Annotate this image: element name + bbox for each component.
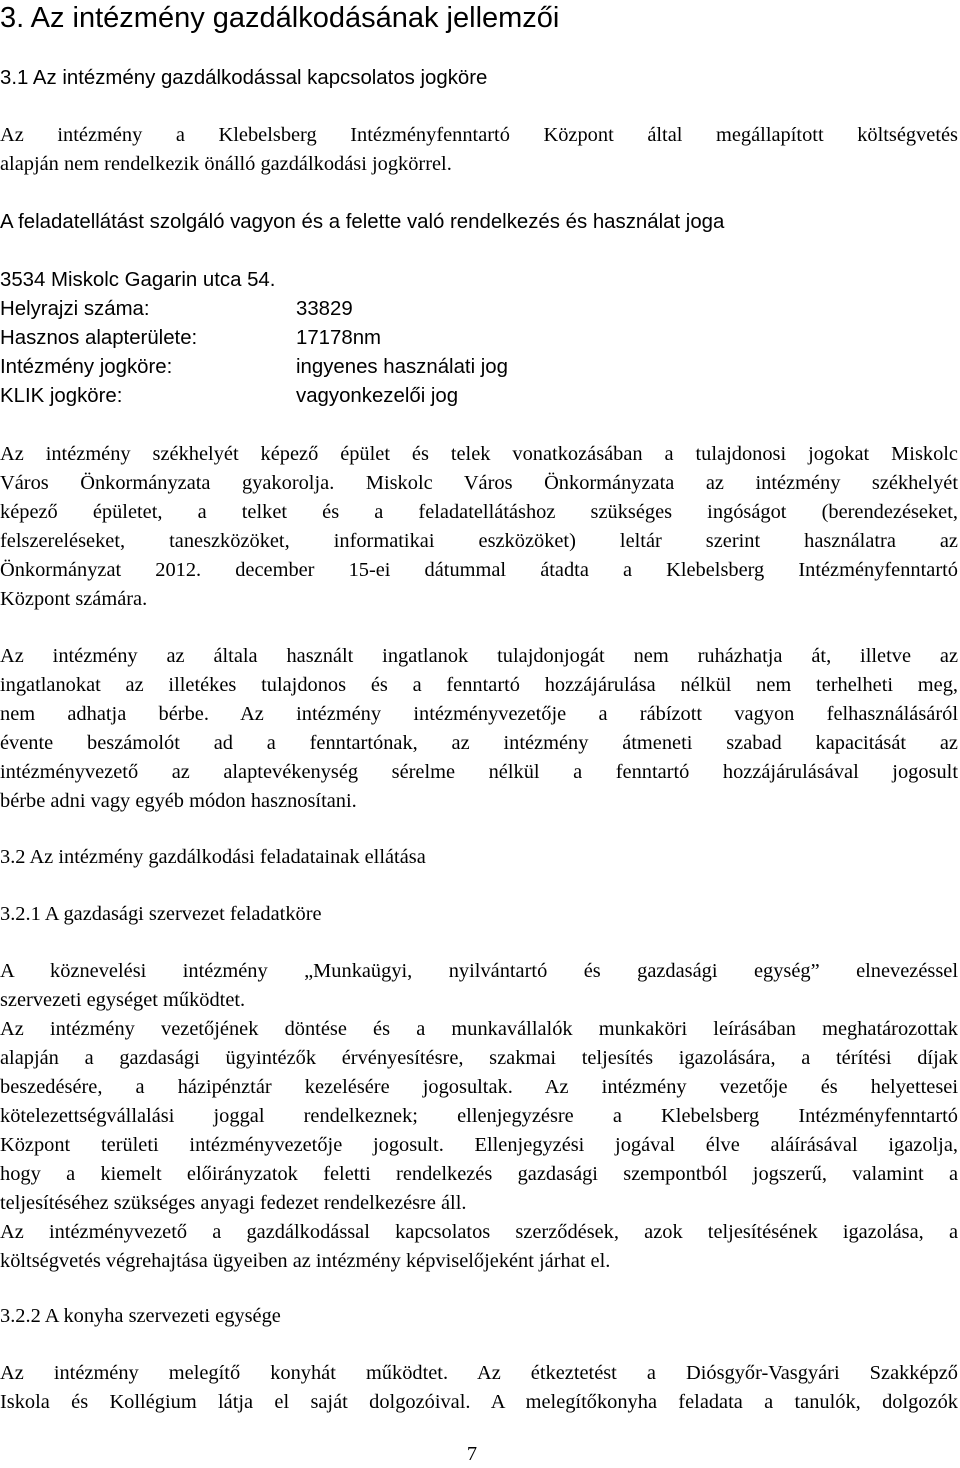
paragraph-1-line-1: Az intézmény a Klebelsberg Intézményfenntartó Központ által megállapított költségvetés <box>0 124 958 146</box>
paragraph-5-line-1: A köznevelési intézmény „Munkaügyi, nyilvántartó és gazdasági egység” elnevezéssel <box>0 960 958 982</box>
heading-3-2: 3.2 Az intézmény gazdálkodási feladatainak ellátása <box>0 846 426 868</box>
paragraph-4-line-2: ingatlanokat az illetékes tulajdonos és a fenntartó hozzájárulása nélkül nem terhelheti meg, <box>0 674 958 696</box>
paragraph-3-line-4: felszereléseket, taneszközöket, informatikai eszközöket) leltár szerint használatra az <box>0 530 958 552</box>
paragraph-5-line-6: kötelezettségvállalási joggal rendelkeznek; ellenjegyzésre a Klebelsberg Intézményfenntartó <box>0 1105 958 1127</box>
heading-3-1: 3.1 Az intézmény gazdálkodással kapcsolatos jogköre <box>0 67 488 89</box>
paragraph-1-line-2: alapján nem rendelkezik önálló gazdálkodási jogkörrel. <box>0 153 452 175</box>
heading-chapter-3: 3. Az intézmény gazdálkodásának jellemzői <box>0 2 560 34</box>
property-value: 17178nm <box>296 327 382 349</box>
property-label: Intézmény jogköre: <box>0 356 173 378</box>
address: 3534 Miskolc Gagarin utca 54. <box>0 269 276 291</box>
page-number: 7 <box>466 1443 478 1465</box>
paragraph-3-line-2: Város Önkormányzata gyakorolja. Miskolc Város Önkormányzata az intézmény székhelyét <box>0 472 958 494</box>
property-label: Hasznos alapterülete: <box>0 327 198 349</box>
heading-3-2-1: 3.2.1 A gazdasági szervezet feladatköre <box>0 903 322 925</box>
paragraph-5-line-4: alapján a gazdasági ügyintézők érvényesítésre, szakmai teljesítés igazolására, a térítési díjak <box>0 1047 958 1069</box>
paragraph-5-line-2: szervezeti egységet működtet. <box>0 989 246 1011</box>
paragraph-5-line-5: beszedésére, a házipénztár kezelésére jogosultak. Az intézmény vezetője és helyettesei <box>0 1076 958 1098</box>
property-value: ingyenes használati jog <box>296 356 508 378</box>
paragraph-5-line-7: Központ területi intézményvezetője jogosult. Ellenjegyzési jogával élve aláírásával igazolja, <box>0 1134 958 1156</box>
paragraph-5-line-8: hogy a kiemelt előirányzatok feletti rendelkezés gazdasági szempontból jogszerű, valamint a <box>0 1163 958 1185</box>
paragraph-6-line-1: Az intézmény melegítő konyhát működtet. Az étkeztetést a Diósgyőr-Vasgyári Szakképző <box>0 1362 958 1384</box>
paragraph-2: A feladatellátást szolgáló vagyon és a felette való rendelkezés és használat joga <box>0 211 725 233</box>
property-label: KLIK jogköre: <box>0 385 123 407</box>
paragraph-4-line-3: nem adhatja bérbe. Az intézmény intézményvezetője a rábízott vagyon felhasználásáról <box>0 703 958 725</box>
paragraph-5-line-9: teljesítéséhez szükséges anyagi fedezet rendelkezésre áll. <box>0 1192 467 1214</box>
paragraph-5-line-3: Az intézmény vezetőjének döntése és a munkavállalók munkaköri leírásában meghatározottak <box>0 1018 958 1040</box>
paragraph-5-line-11: költségvetés végrehajtása ügyeiben az intézmény képviselőjeként járhat el. <box>0 1250 611 1272</box>
property-label: Helyrajzi száma: <box>0 298 150 320</box>
paragraph-3-line-6: Központ számára. <box>0 588 148 610</box>
paragraph-6-line-2: Iskola és Kollégium látja el saját dolgozóival. A melegítőkonyha feladata a tanulók, dolgozók <box>0 1391 958 1413</box>
paragraph-3-line-3: képező épületet, a telket és a feladatellátáshoz szükséges ingóságot (berendezéseket, <box>0 501 958 523</box>
property-value: vagyonkezelői jog <box>296 385 459 407</box>
property-value: 33829 <box>296 298 353 320</box>
paragraph-5-line-10: Az intézményvezető a gazdálkodással kapcsolatos szerződések, azok teljesítésének igazolása, a <box>0 1221 958 1243</box>
paragraph-4-line-1: Az intézmény az általa használt ingatlanok tulajdonjogát nem ruházhatja át, illetve az <box>0 645 958 667</box>
paragraph-4-line-4: évente beszámolót ad a fenntartónak, az intézmény átmeneti szabad kapacitását az <box>0 732 958 754</box>
heading-3-2-2: 3.2.2 A konyha szervezeti egysége <box>0 1305 281 1327</box>
paragraph-4-line-6: bérbe adni vagy egyéb módon hasznosítani. <box>0 790 357 812</box>
paragraph-3-line-5: Önkormányzat 2012. december 15-ei dátummal átadta a Klebelsberg Intézményfenntartó <box>0 559 958 581</box>
paragraph-4-line-5: intézményvezető az alaptevékenység sérelme nélkül a fenntartó hozzájárulásával jogosult <box>0 761 958 783</box>
paragraph-3-line-1: Az intézmény székhelyét képező épület és telek vonatkozásában a tulajdonosi jogokat Miskolc <box>0 443 958 465</box>
